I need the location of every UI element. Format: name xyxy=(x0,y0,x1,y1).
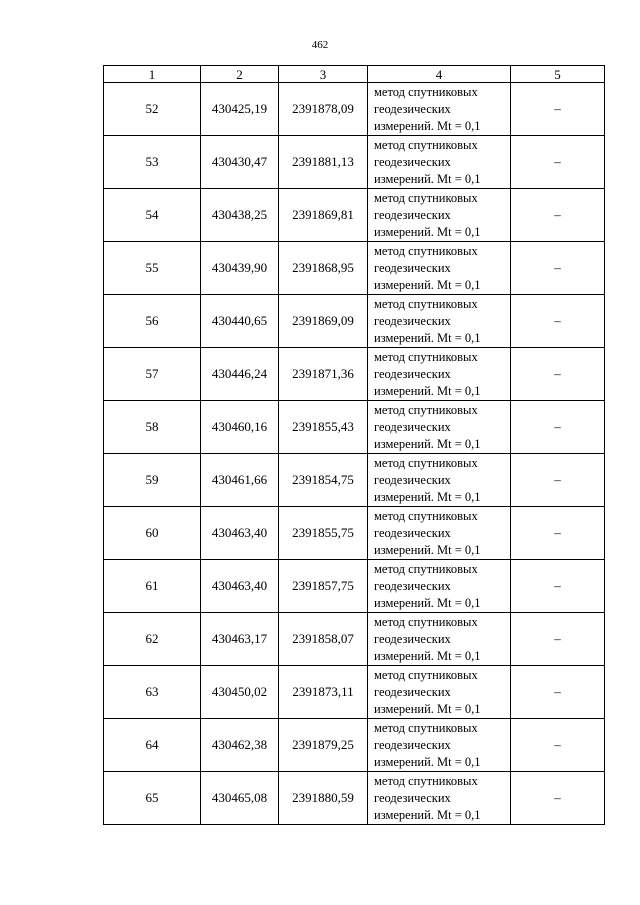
y-coordinate-cell: 2391881,13 xyxy=(279,136,368,189)
table-header xyxy=(104,66,605,83)
y-coordinate-cell: 2391868,95 xyxy=(279,242,368,295)
header-row xyxy=(104,66,605,83)
note-cell: – xyxy=(511,613,605,666)
table-row xyxy=(104,507,605,560)
method-cell xyxy=(368,666,511,719)
x-coordinate-cell: 430430,47 xyxy=(201,136,279,189)
x-coordinate-cell: 430465,08 xyxy=(201,772,279,825)
method-line: геодезических xyxy=(374,631,451,646)
method-line: геодезических xyxy=(374,101,451,116)
y-coordinate-cell: 2391871,36 xyxy=(279,348,368,401)
header-col-4: 4 xyxy=(368,66,511,83)
method-line: геодезических xyxy=(374,154,451,169)
table-row xyxy=(104,560,605,613)
method-line: метод спутниковых xyxy=(374,402,478,417)
point-number-cell: 55 xyxy=(104,242,201,295)
point-number-cell: 60 xyxy=(104,507,201,560)
method-cell xyxy=(368,136,511,189)
point-number-cell: 56 xyxy=(104,295,201,348)
point-number-cell: 54 xyxy=(104,189,201,242)
point-number-cell: 58 xyxy=(104,401,201,454)
method-line: геодезических xyxy=(374,366,451,381)
point-number-cell: 64 xyxy=(104,719,201,772)
header-col-1: 1 xyxy=(104,66,201,83)
point-number-cell: 57 xyxy=(104,348,201,401)
point-number-cell: 53 xyxy=(104,136,201,189)
y-coordinate-cell: 2391858,07 xyxy=(279,613,368,666)
method-line: измерений. Mt = 0,1 xyxy=(374,754,481,769)
method-line: измерений. Mt = 0,1 xyxy=(374,171,481,186)
method-line: геодезических xyxy=(374,737,451,752)
table-row xyxy=(104,189,605,242)
table-row xyxy=(104,83,605,136)
method-line: метод спутниковых xyxy=(374,667,478,682)
note-cell: – xyxy=(511,242,605,295)
method-line: метод спутниковых xyxy=(374,614,478,629)
method-line: метод спутниковых xyxy=(374,561,478,576)
x-coordinate-cell: 430463,17 xyxy=(201,613,279,666)
note-cell: – xyxy=(511,189,605,242)
method-line: геодезических xyxy=(374,419,451,434)
method-line: метод спутниковых xyxy=(374,296,478,311)
x-coordinate-cell: 430446,24 xyxy=(201,348,279,401)
method-line: измерений. Mt = 0,1 xyxy=(374,330,481,345)
y-coordinate-cell: 2391857,75 xyxy=(279,560,368,613)
method-cell xyxy=(368,719,511,772)
method-cell xyxy=(368,507,511,560)
method-line: метод спутниковых xyxy=(374,137,478,152)
method-line: метод спутниковых xyxy=(374,720,478,735)
x-coordinate-cell: 430463,40 xyxy=(201,560,279,613)
method-line: геодезических xyxy=(374,472,451,487)
coordinates-table xyxy=(103,65,605,825)
method-line: измерений. Mt = 0,1 xyxy=(374,489,481,504)
y-coordinate-cell: 2391879,25 xyxy=(279,719,368,772)
method-cell xyxy=(368,242,511,295)
y-coordinate-cell: 2391855,75 xyxy=(279,507,368,560)
method-line: измерений. Mt = 0,1 xyxy=(374,701,481,716)
method-line: метод спутниковых xyxy=(374,508,478,523)
method-line: геодезических xyxy=(374,260,451,275)
method-line: измерений. Mt = 0,1 xyxy=(374,595,481,610)
page-number: 462 xyxy=(311,39,329,51)
method-cell xyxy=(368,454,511,507)
method-line: метод спутниковых xyxy=(374,773,478,788)
method-line: метод спутниковых xyxy=(374,190,478,205)
method-cell xyxy=(368,295,511,348)
note-cell: – xyxy=(511,136,605,189)
table-row xyxy=(104,454,605,507)
method-line: метод спутниковых xyxy=(374,243,478,258)
header-col-5: 5 xyxy=(511,66,605,83)
table-row xyxy=(104,666,605,719)
method-line: измерений. Mt = 0,1 xyxy=(374,224,481,239)
y-coordinate-cell: 2391869,81 xyxy=(279,189,368,242)
table-row xyxy=(104,348,605,401)
method-line: измерений. Mt = 0,1 xyxy=(374,648,481,663)
point-number-cell: 63 xyxy=(104,666,201,719)
note-cell: – xyxy=(511,295,605,348)
table-row xyxy=(104,136,605,189)
point-number-cell: 62 xyxy=(104,613,201,666)
table-row xyxy=(104,401,605,454)
x-coordinate-cell: 430463,40 xyxy=(201,507,279,560)
method-line: измерений. Mt = 0,1 xyxy=(374,383,481,398)
x-coordinate-cell: 430460,16 xyxy=(201,401,279,454)
x-coordinate-cell: 430439,90 xyxy=(201,242,279,295)
method-cell xyxy=(368,613,511,666)
y-coordinate-cell: 2391880,59 xyxy=(279,772,368,825)
point-number-cell: 61 xyxy=(104,560,201,613)
table-row xyxy=(104,719,605,772)
method-line: измерений. Mt = 0,1 xyxy=(374,542,481,557)
method-cell xyxy=(368,348,511,401)
y-coordinate-cell: 2391873,11 xyxy=(279,666,368,719)
note-cell: – xyxy=(511,719,605,772)
header-col-2: 2 xyxy=(201,66,279,83)
x-coordinate-cell: 430461,66 xyxy=(201,454,279,507)
method-line: геодезических xyxy=(374,790,451,805)
x-coordinate-cell: 430440,65 xyxy=(201,295,279,348)
method-line: измерений. Mt = 0,1 xyxy=(374,807,481,822)
method-cell xyxy=(368,83,511,136)
method-line: измерений. Mt = 0,1 xyxy=(374,436,481,451)
y-coordinate-cell: 2391869,09 xyxy=(279,295,368,348)
method-line: измерений. Mt = 0,1 xyxy=(374,118,481,133)
note-cell: – xyxy=(511,507,605,560)
note-cell: – xyxy=(511,348,605,401)
table-body xyxy=(104,83,605,825)
note-cell: – xyxy=(511,666,605,719)
table-row xyxy=(104,772,605,825)
point-number-cell: 52 xyxy=(104,83,201,136)
method-cell xyxy=(368,189,511,242)
table-row xyxy=(104,295,605,348)
method-line: геодезических xyxy=(374,525,451,540)
method-line: измерений. Mt = 0,1 xyxy=(374,277,481,292)
note-cell: – xyxy=(511,454,605,507)
y-coordinate-cell: 2391878,09 xyxy=(279,83,368,136)
method-cell xyxy=(368,560,511,613)
method-line: геодезических xyxy=(374,684,451,699)
x-coordinate-cell: 430450,02 xyxy=(201,666,279,719)
method-line: геодезических xyxy=(374,207,451,222)
note-cell: – xyxy=(511,83,605,136)
point-number-cell: 65 xyxy=(104,772,201,825)
method-line: метод спутниковых xyxy=(374,349,478,364)
method-line: метод спутниковых xyxy=(374,84,478,99)
y-coordinate-cell: 2391855,43 xyxy=(279,401,368,454)
table-row xyxy=(104,242,605,295)
method-line: геодезических xyxy=(374,313,451,328)
method-line: геодезических xyxy=(374,578,451,593)
note-cell: – xyxy=(511,560,605,613)
header-col-3: 3 xyxy=(279,66,368,83)
method-cell xyxy=(368,772,511,825)
note-cell: – xyxy=(511,401,605,454)
method-cell xyxy=(368,401,511,454)
note-cell: – xyxy=(511,772,605,825)
method-line: метод спутниковых xyxy=(374,455,478,470)
point-number-cell: 59 xyxy=(104,454,201,507)
y-coordinate-cell: 2391854,75 xyxy=(279,454,368,507)
x-coordinate-cell: 430462,38 xyxy=(201,719,279,772)
table-row xyxy=(104,613,605,666)
x-coordinate-cell: 430425,19 xyxy=(201,83,279,136)
x-coordinate-cell: 430438,25 xyxy=(201,189,279,242)
